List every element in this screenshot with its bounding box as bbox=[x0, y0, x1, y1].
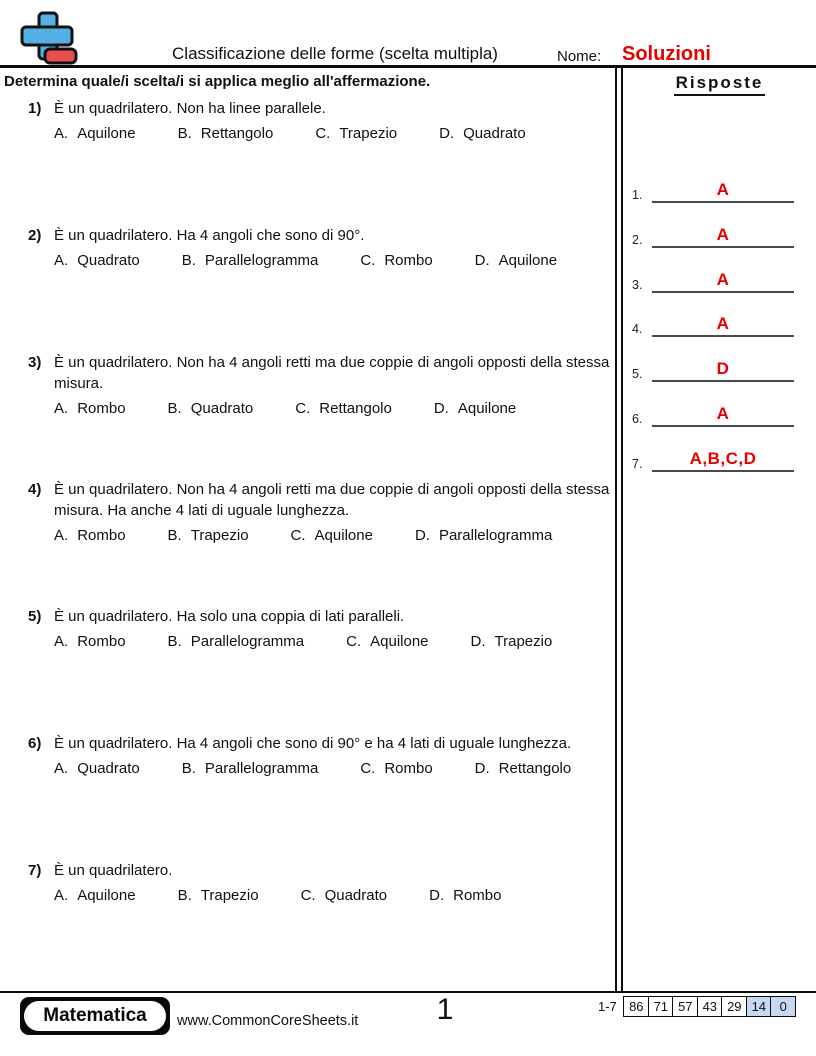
question-number: 5) bbox=[28, 608, 42, 625]
option-c bbox=[295, 398, 392, 419]
option-d bbox=[471, 631, 553, 652]
question-options bbox=[54, 758, 610, 779]
option-letter: A. bbox=[54, 125, 69, 142]
option-label: Rombo bbox=[77, 527, 126, 544]
option-b bbox=[168, 525, 249, 546]
score-strip bbox=[598, 996, 796, 1017]
name-value-solutions: Soluzioni bbox=[622, 43, 711, 65]
option-b bbox=[178, 123, 274, 144]
option-letter: D. bbox=[439, 125, 455, 142]
option-label: Quadrato bbox=[77, 252, 140, 269]
option-label: Aquilone bbox=[498, 252, 558, 269]
option-letter: A. bbox=[54, 887, 69, 904]
option-letter: C. bbox=[315, 125, 331, 142]
question-options bbox=[54, 250, 610, 271]
option-label: Trapezio bbox=[190, 527, 249, 544]
answer-row-1 bbox=[623, 175, 816, 203]
answer-row-3 bbox=[623, 265, 816, 293]
option-letter: A. bbox=[54, 760, 69, 777]
option-label: Parallelogramma bbox=[190, 633, 305, 650]
option-letter: B. bbox=[167, 527, 182, 544]
answer-blank-line bbox=[652, 246, 794, 248]
option-letter: B. bbox=[167, 633, 182, 650]
score-range-label: 1-7 bbox=[598, 999, 617, 1014]
answer-value: A bbox=[716, 225, 730, 244]
question-number: 7) bbox=[28, 862, 42, 879]
answers-title: Risposte bbox=[674, 73, 766, 96]
option-letter: B. bbox=[167, 400, 182, 417]
option-d bbox=[475, 250, 557, 271]
option-c bbox=[360, 250, 432, 271]
answers-column bbox=[623, 65, 816, 991]
option-a bbox=[54, 885, 136, 906]
option-label: Rettangolo bbox=[319, 400, 392, 417]
option-label: Parallelogramma bbox=[204, 760, 319, 777]
score-box-highlighted: 14 bbox=[746, 996, 772, 1017]
question-options bbox=[54, 123, 610, 144]
option-label: Rombo bbox=[453, 887, 502, 904]
option-a bbox=[54, 631, 126, 652]
answer-row-4 bbox=[623, 309, 816, 337]
option-label: Trapezio bbox=[200, 887, 259, 904]
question-text: È un quadrilatero. Ha 4 angoli che sono di 90° e ha 4 lati di uguale lunghezza. bbox=[54, 735, 572, 752]
option-label: Aquilone bbox=[77, 887, 136, 904]
question-text: È un quadrilatero. Non ha 4 angoli retti ma due coppie di angoli opposti della stessa misura. bbox=[54, 354, 610, 392]
option-letter: A. bbox=[54, 633, 69, 650]
question-options bbox=[54, 525, 610, 546]
option-letter: A. bbox=[54, 400, 69, 417]
answer-blank-line bbox=[652, 380, 794, 382]
answer-value: A bbox=[716, 270, 730, 289]
question-options bbox=[54, 398, 610, 419]
option-letter: B. bbox=[181, 252, 196, 269]
answer-value: A bbox=[716, 314, 730, 333]
answer-blank-line bbox=[652, 470, 794, 472]
option-b bbox=[168, 398, 254, 419]
option-label: Quadrato bbox=[463, 125, 526, 142]
question-options bbox=[54, 885, 610, 906]
question-6 bbox=[28, 733, 610, 779]
question-text: È un quadrilatero. Ha 4 angoli che sono di 90°. bbox=[54, 227, 365, 244]
option-letter: C. bbox=[360, 252, 376, 269]
page-title: Classificazione delle forme (scelta multipla) bbox=[172, 44, 498, 63]
answer-number: 2. bbox=[632, 233, 643, 247]
answer-value: A bbox=[716, 180, 730, 199]
answer-blank-line bbox=[652, 335, 794, 337]
name-label: Nome: bbox=[557, 48, 602, 65]
answer-blank-line bbox=[652, 291, 794, 293]
option-label: Rettangolo bbox=[200, 125, 274, 142]
option-d bbox=[415, 525, 552, 546]
option-letter: D. bbox=[433, 400, 449, 417]
option-b bbox=[168, 631, 305, 652]
option-a bbox=[54, 250, 140, 271]
option-label: Parallelogramma bbox=[438, 527, 553, 544]
option-label: Rombo bbox=[384, 760, 433, 777]
option-b bbox=[182, 758, 319, 779]
option-label: Quadrato bbox=[77, 760, 140, 777]
option-label: Rettangolo bbox=[498, 760, 572, 777]
score-box: 57 bbox=[672, 996, 698, 1017]
option-label: Aquilone bbox=[77, 125, 136, 142]
option-label: Parallelogramma bbox=[204, 252, 319, 269]
question-4 bbox=[28, 479, 610, 546]
option-letter: B. bbox=[177, 125, 192, 142]
option-label: Rombo bbox=[77, 633, 126, 650]
option-label: Rombo bbox=[77, 400, 126, 417]
answers-column-divider bbox=[615, 65, 623, 993]
option-d bbox=[439, 123, 526, 144]
option-letter: D. bbox=[414, 527, 430, 544]
answer-number: 1. bbox=[632, 188, 643, 202]
score-box: 29 bbox=[721, 996, 747, 1017]
option-letter: D. bbox=[470, 633, 486, 650]
option-label: Rombo bbox=[384, 252, 433, 269]
option-letter: D. bbox=[429, 887, 445, 904]
answer-number: 6. bbox=[632, 412, 643, 426]
instruction-text: Determina quale/i scelta/i si applica meglio all'affermazione. bbox=[4, 73, 431, 90]
commoncoresheets-logo-icon bbox=[18, 11, 80, 68]
answer-blank-line bbox=[652, 201, 794, 203]
option-label: Quadrato bbox=[190, 400, 254, 417]
option-d bbox=[434, 398, 516, 419]
question-text: È un quadrilatero. bbox=[54, 862, 173, 879]
option-c bbox=[315, 123, 397, 144]
question-text: È un quadrilatero. Non ha linee parallele. bbox=[54, 100, 326, 117]
question-number: 6) bbox=[28, 735, 42, 752]
answer-value: A,B,C,D bbox=[689, 449, 757, 468]
subject-badge bbox=[20, 997, 170, 1035]
question-number: 2) bbox=[28, 227, 42, 244]
question-5 bbox=[28, 606, 610, 652]
option-c bbox=[291, 525, 373, 546]
score-box: 86 bbox=[623, 996, 649, 1017]
option-d bbox=[475, 758, 572, 779]
question-1 bbox=[28, 98, 610, 144]
option-letter: C. bbox=[295, 400, 311, 417]
option-a bbox=[54, 525, 126, 546]
option-a bbox=[54, 758, 140, 779]
website-text: www.CommonCoreSheets.it bbox=[177, 1013, 359, 1029]
option-letter: B. bbox=[181, 760, 196, 777]
answer-number: 5. bbox=[632, 367, 643, 381]
option-c bbox=[346, 631, 428, 652]
answer-row-6 bbox=[623, 399, 816, 427]
option-letter: A. bbox=[54, 252, 69, 269]
question-number: 3) bbox=[28, 354, 42, 371]
answer-number: 4. bbox=[632, 322, 643, 336]
option-label: Quadrato bbox=[324, 887, 388, 904]
score-box-highlighted: 0 bbox=[770, 996, 796, 1017]
answer-value: A bbox=[716, 404, 730, 423]
score-box: 71 bbox=[648, 996, 674, 1017]
question-number: 1) bbox=[28, 100, 42, 117]
option-letter: C. bbox=[346, 633, 362, 650]
question-number: 4) bbox=[28, 481, 42, 498]
option-letter: B. bbox=[177, 887, 192, 904]
option-letter: D. bbox=[474, 760, 490, 777]
option-label: Trapezio bbox=[494, 633, 553, 650]
option-a bbox=[54, 123, 136, 144]
option-label: Aquilone bbox=[370, 633, 429, 650]
option-label: Trapezio bbox=[339, 125, 398, 142]
question-text: È un quadrilatero. Ha solo una coppia di lati paralleli. bbox=[54, 608, 405, 625]
option-c bbox=[360, 758, 432, 779]
option-letter: C. bbox=[360, 760, 376, 777]
answer-row-5 bbox=[623, 354, 816, 382]
answer-row-2 bbox=[623, 220, 816, 248]
question-2 bbox=[28, 225, 610, 271]
option-b bbox=[178, 885, 259, 906]
option-letter: D. bbox=[474, 252, 490, 269]
option-d bbox=[429, 885, 501, 906]
question-text: È un quadrilatero. Non ha 4 angoli retti ma due coppie di angoli opposti della stessa misura. Ha anche 4 lati di uguale lunghezza. bbox=[54, 481, 610, 519]
option-b bbox=[182, 250, 319, 271]
answer-blank-line bbox=[652, 425, 794, 427]
option-a bbox=[54, 398, 126, 419]
answer-number: 7. bbox=[632, 457, 643, 471]
option-label: Aquilone bbox=[457, 400, 517, 417]
option-c bbox=[301, 885, 388, 906]
subject-badge-label: Matematica bbox=[24, 1001, 166, 1031]
answer-row-7 bbox=[623, 444, 816, 472]
question-options bbox=[54, 631, 610, 652]
score-box: 43 bbox=[697, 996, 723, 1017]
page-number: 1 bbox=[436, 993, 454, 1026]
option-letter: C. bbox=[300, 887, 316, 904]
question-3 bbox=[28, 352, 610, 419]
option-label: Aquilone bbox=[314, 527, 373, 544]
answer-number: 3. bbox=[632, 278, 643, 292]
option-letter: C. bbox=[290, 527, 306, 544]
answer-value: D bbox=[716, 359, 730, 378]
question-7 bbox=[28, 860, 610, 906]
option-letter: A. bbox=[54, 527, 69, 544]
